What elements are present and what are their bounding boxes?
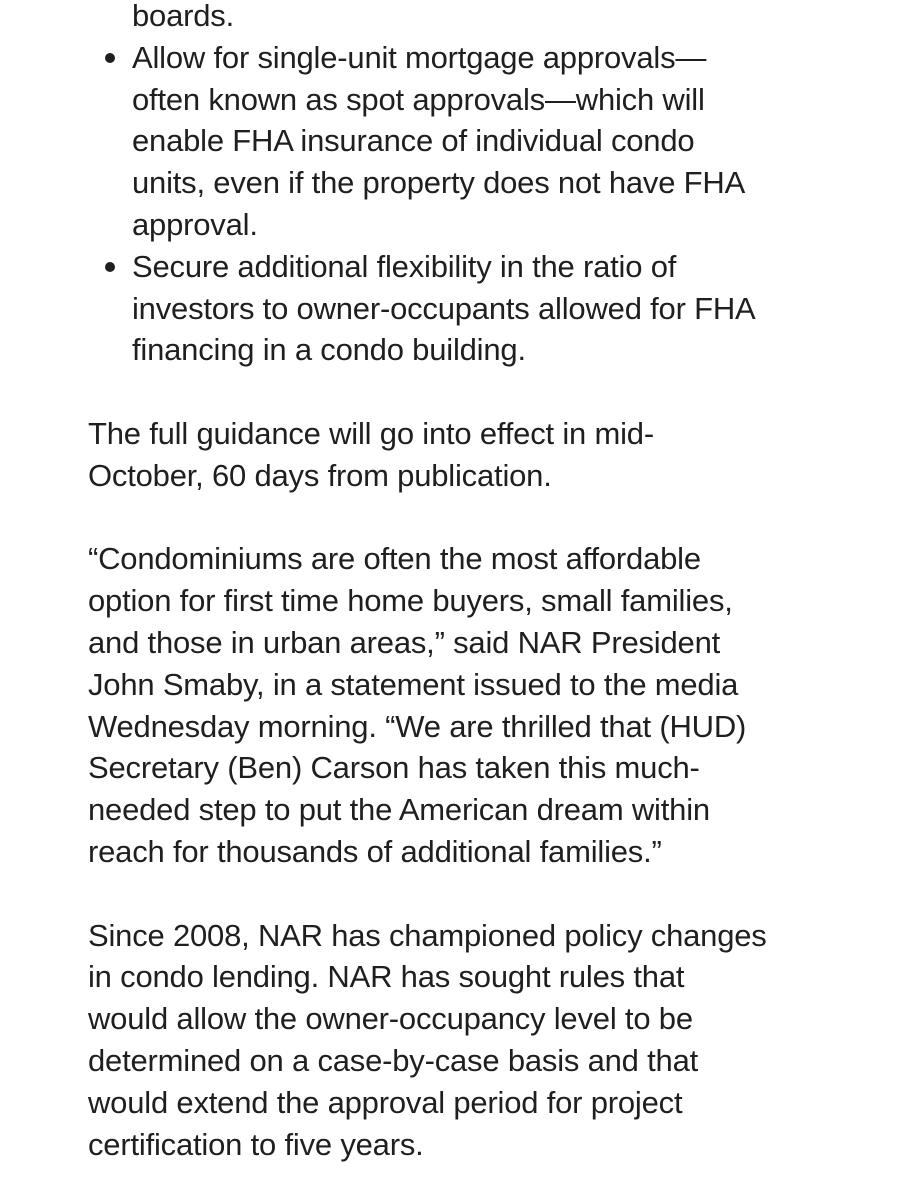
text-line: Allow for single-unit mortgage approvals— <box>132 39 707 75</box>
text-line: would allow the owner-occupancy level to be <box>88 1001 693 1037</box>
text-line: Secretary (Ben) Carson has taken this much- <box>88 750 700 786</box>
text-line: investors to owner-occupants allowed for FHA <box>132 290 756 326</box>
text-line: approval. <box>132 206 258 242</box>
text-line: units, even if the property does not have FHA <box>132 165 746 201</box>
paragraph-effective-date <box>88 413 888 497</box>
text-line: needed step to put the American dream within <box>88 792 710 828</box>
text-line: The full guidance will go into effect in mid- <box>88 415 654 451</box>
text-line: certification to five years. <box>88 1126 424 1162</box>
text-line: Secure additional flexibility in the ratio of <box>132 248 677 284</box>
article-body <box>88 0 888 1165</box>
text-line: Since 2008, NAR has championed policy changes <box>88 917 767 953</box>
text-line: often known as spot approvals—which will <box>132 81 705 117</box>
text-line: and those in urban areas,” said NAR President <box>88 624 721 660</box>
text-line: October, 60 days from publication. <box>88 457 552 493</box>
text-line: option for first time home buyers, small families, <box>88 583 733 619</box>
bullet-marker <box>105 53 115 63</box>
bullet-item-continued <box>88 0 888 37</box>
text-line: “Condominiums are often the most affordable <box>88 541 701 577</box>
text-line: John Smaby, in a statement issued to the media <box>88 666 739 702</box>
text-line: reach for thousands of additional families.” <box>88 833 662 869</box>
text-line: would extend the approval period for project <box>88 1084 683 1120</box>
text-line: boards. <box>132 0 234 33</box>
text-line: financing in a condo building. <box>132 332 526 368</box>
bullet-item-spot-approvals <box>88 37 888 246</box>
text-line: Wednesday morning. “We are thrilled that (HUD) <box>88 708 747 744</box>
text-line: determined on a case-by-case basis and that <box>88 1042 699 1078</box>
bullet-marker <box>105 262 115 272</box>
text-line: in condo lending. NAR has sought rules that <box>88 959 685 995</box>
paragraph-nar-history <box>88 915 888 1166</box>
text-line: enable FHA insurance of individual condo <box>132 123 695 159</box>
bullet-list <box>88 0 888 371</box>
bullet-item-investor-ratio <box>88 246 888 371</box>
paragraph-quote <box>88 538 888 872</box>
